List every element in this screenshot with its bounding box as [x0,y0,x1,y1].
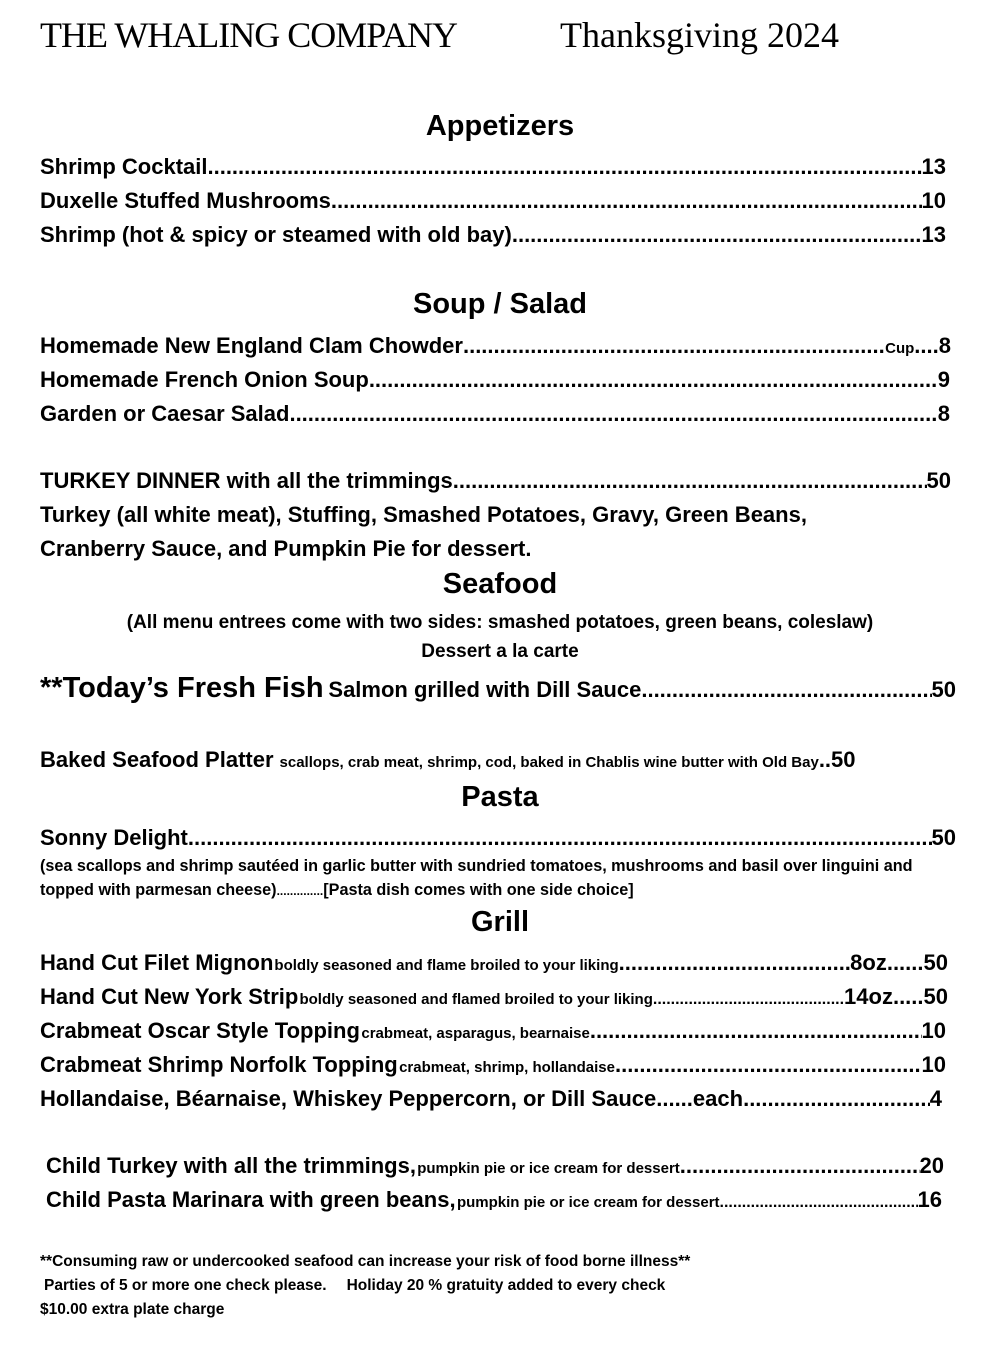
menu-header [40,14,839,56]
leader-dots [720,1195,918,1211]
menu-item-turkey-dinner [40,470,951,492]
item-portion: Cup [885,340,915,357]
section-title-pasta: Pasta [461,781,539,813]
item-price: 13 [921,154,946,179]
menu-item [40,190,946,212]
menu-item: Homemade New England Clam Chowder ..... Cup .... 8 [40,335,951,357]
leader-dots [463,335,885,357]
description-part: topped with parmesan cheese) [40,881,277,899]
menu-item: Hollandaise, Béarnaise, Whiskey Peppercorn, or Dill Sauce ...... each ..... 4 [40,1088,942,1110]
menu-item [40,1054,946,1076]
item-price: 50 [931,825,956,850]
leader-dots [680,1155,920,1177]
item-description: Salmon grilled with Dill Sauce [328,677,642,702]
leader-dots [289,403,937,425]
item-portion: each [692,1086,744,1111]
item-description: Turkey (all white meat), Stuffing, Smashed Potatoes, Gravy, Green Beans, [40,502,807,527]
leader-dots [512,224,922,246]
item-price: 50 [926,468,951,493]
item-description: topped with parmesan cheese)..............[Pasta dish comes with one side choice] [40,881,634,899]
item-description: crabmeat, asparagus, bearnaise [361,1025,590,1042]
leader-dots [590,1020,922,1042]
leader-dots [453,470,927,492]
leader-dots [207,156,921,178]
leader-dots [743,1088,930,1110]
menu-item-child [46,1155,944,1177]
item-name: Duxelle Stuffed Mushrooms [40,188,331,213]
item-price: 16 [917,1187,942,1212]
item-description: pumpkin pie or ice cream for dessert [456,1194,720,1211]
item-name: Hollandaise, Béarnaise, Whiskey Peppercorn, or Dill Sauce [40,1086,657,1111]
item-price: 50 [923,950,948,975]
item-price: 10 [921,188,946,213]
dessert-note: Dessert a la carte [421,641,579,662]
item-name: Shrimp Cocktail [40,154,208,179]
party-policy [44,1278,665,1294]
menu-item: Hand Cut New York Strip boldly seasoned and flamed broiled to your liking ..... 14oz ..... 50 [40,986,948,1008]
item-description: boldly seasoned and flame broiled to your liking [274,957,619,974]
item-price: 9 [937,367,950,392]
section-title-soup-salad: Soup / Salad [412,288,588,320]
leader-dots [653,992,844,1008]
menu-item [40,403,950,425]
menu-item [40,224,946,246]
side-choice-note: [Pasta dish comes with one side choice] [323,881,634,899]
section-title-seafood: Seafood [442,568,558,600]
menu-item-seafood-platter: Baked Seafood Platter scallops, crab meat, shrimp, cod, baked in Chablis wine butter with Old Bay .. 50 [40,747,856,772]
item-name: Crabmeat Shrimp Norfolk Topping [40,1052,398,1077]
item-price: 8 [937,401,950,426]
leader-dots [619,952,850,974]
item-name: Homemade New England Clam Chowder [40,333,463,358]
item-name: Child Pasta Marinara with green beans, [46,1187,456,1212]
item-description: scallops, crab meat, shrimp, cod, baked in Chablis wine butter with Old Bay [279,754,819,771]
item-description: boldly seasoned and flamed broiled to your liking [299,991,653,1008]
menu-item: Hand Cut Filet Mignon boldly seasoned and flame broiled to your liking ..... 8oz ...... 50 [40,952,948,974]
item-size: 8oz [850,950,887,975]
item-description: (sea scallops and shrimp sautéed in garlic butter with sundried tomatoes, mushrooms and basil over linguini and [40,857,913,875]
menu-item-fresh-fish [40,674,956,703]
leader-dots [188,827,932,849]
extra-plate-charge: $10.00 extra plate charge [40,1301,225,1318]
menu-item [40,1020,946,1042]
item-name: Baked Seafood Platter [40,747,274,772]
menu-item [40,369,950,391]
item-price: 50 [923,984,948,1009]
gratuity-policy: Holiday 20 % gratuity added to every check [346,1277,666,1294]
leader-dots [615,1054,922,1076]
item-name: Hand Cut Filet Mignon [40,950,274,975]
item-name: Sonny Delight [40,825,188,850]
leader-dots [369,369,938,391]
check-policy: Parties of 5 or more one check please. [44,1277,327,1294]
item-name: Crabmeat Oscar Style Topping [40,1018,360,1043]
item-size: 14oz [844,984,893,1009]
item-description: Cranberry Sauce, and Pumpkin Pie for dessert. [40,536,532,561]
leader-dots [641,679,931,701]
item-name: Shrimp (hot & spicy or steamed with old bay) [40,222,512,247]
event-title: Thanksgiving 2024 [560,15,839,55]
food-safety-warning: **Consuming raw or undercooked seafood can increase your risk of food borne illness** [40,1253,691,1270]
item-price: 8 [938,333,951,358]
item-name: Garden or Caesar Salad [40,401,290,426]
item-description: pumpkin pie or ice cream for dessert [417,1160,680,1177]
item-price: 50 [931,677,956,702]
seafood-sides-note: (All menu entrees come with two sides: smashed potatoes, green beans, coleslaw) [126,612,874,633]
section-title-grill: Grill [470,906,529,938]
item-price: 50 [831,747,856,772]
leader-dots [331,190,922,212]
restaurant-name: THE WHALING COMPANY [40,15,458,55]
item-price: 10 [921,1052,946,1077]
item-price: 10 [921,1018,946,1043]
item-name: **Today’s Fresh Fish [40,672,324,704]
item-price: 13 [921,222,946,247]
menu-item-child [46,1189,942,1211]
menu-item [40,827,956,849]
item-price: 20 [919,1153,944,1178]
item-name: Homemade French Onion Soup [40,367,369,392]
section-title-appetizers: Appetizers [425,110,575,142]
item-price: 4 [929,1086,942,1111]
item-name: Child Turkey with all the trimmings, [46,1153,416,1178]
item-description: crabmeat, shrimp, hollandaise [399,1059,615,1076]
menu-item [40,156,946,178]
item-name: TURKEY DINNER with all the trimmings [40,468,453,493]
item-name: Hand Cut New York Strip [40,984,299,1009]
